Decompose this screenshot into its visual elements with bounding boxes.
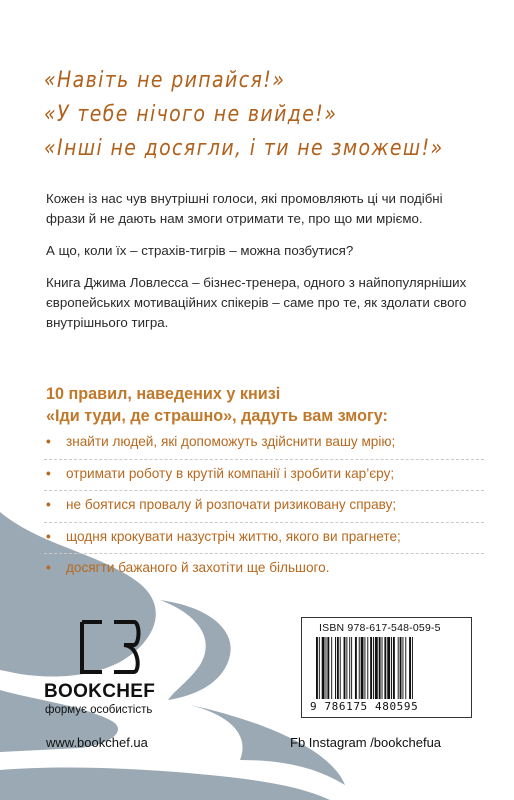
paragraph: А що, коли їх – страхів-тигрів – можна позбутися? — [46, 243, 354, 258]
barcode-bar — [359, 637, 360, 699]
barcode-bar — [361, 637, 364, 699]
list-item-text: не боятися провалу й розпочати ризиковану справу; — [66, 497, 397, 512]
barcode-bar — [340, 637, 341, 699]
bullet: • — [46, 560, 51, 575]
barcode-bar — [364, 637, 365, 699]
barcode-bar — [351, 637, 352, 699]
publisher-name: BOOKCHEF — [44, 681, 156, 702]
publisher-tagline: формує особистість — [45, 704, 153, 716]
barcode-bar — [322, 637, 325, 699]
bullet: • — [46, 528, 51, 544]
description — [46, 189, 476, 345]
barcode-digits: 9 786175 480595 — [310, 700, 419, 713]
barcode-bar — [384, 637, 386, 699]
barcode-bar — [393, 637, 395, 699]
barcode-bar — [326, 637, 327, 699]
barcode-bar — [402, 637, 403, 699]
rules-heading-line: 10 правил, наведених у книзі — [46, 385, 281, 403]
barcode-bar — [391, 637, 392, 699]
barcode-bar — [319, 637, 320, 699]
barcode-bar — [316, 637, 318, 699]
bullet: • — [46, 465, 51, 481]
paragraph: Кожен із нас чув внутрішні голоси, які промовляють ці чи подібні фрази й не дають нам змоги отримати те, про що ми мріємо. — [46, 191, 443, 226]
rules-heading-line: «Іди туди, де страшно», дадуть вам змогу: — [46, 407, 388, 425]
barcode-bar — [344, 637, 346, 699]
barcode-bar — [349, 637, 350, 699]
barcode-bar — [327, 637, 329, 699]
barcode-bar — [337, 637, 339, 699]
rules-heading — [46, 383, 486, 427]
list-item — [44, 465, 484, 492]
barcode-bar — [355, 637, 357, 699]
rules-list — [44, 433, 484, 590]
barcode — [301, 617, 472, 718]
barcode-bar — [335, 637, 336, 699]
barcode-bar — [405, 637, 406, 699]
barcode-bar — [412, 637, 413, 699]
barcode-bar — [346, 637, 347, 699]
barcode-bar — [382, 637, 383, 699]
barcode-bar — [400, 637, 402, 699]
list-item — [44, 496, 484, 523]
barcode-bar — [409, 637, 411, 699]
publisher-website: www.bookchef.ua — [46, 735, 148, 750]
list-item-text: щодня крокувати назустріч життю, якого ви прагнете; — [66, 528, 401, 544]
quote-line: «Навіть не рипайся!» — [44, 68, 286, 93]
barcode-bar — [373, 637, 374, 699]
bookchef-logo-icon — [80, 620, 142, 674]
quote-line: «У тебе нічого не вийде!» — [44, 102, 338, 127]
barcode-bars — [314, 637, 462, 699]
barcode-bar — [387, 637, 390, 699]
list-item — [44, 433, 484, 460]
barcode-bar — [331, 637, 332, 699]
list-item-text: досягти бажаного й захотіти ще більшого. — [66, 560, 330, 575]
list-item-text: отримати роботу в крутій компанії і зробити кар’єру; — [66, 465, 395, 481]
list-item — [44, 559, 484, 585]
list-item-text: знайти людей, які допоможуть здійснити вашу мрію; — [66, 434, 396, 449]
barcode-bar — [367, 637, 368, 699]
isbn-label: ISBN 978-617-548-059-5 — [319, 622, 441, 634]
quote-line: «Інші не досягли, і ти не зможеш!» — [44, 136, 444, 161]
bullet: • — [46, 434, 51, 449]
quotes-block — [44, 64, 444, 166]
barcode-bar — [398, 637, 399, 699]
barcode-bar — [375, 637, 378, 699]
publisher-social: Fb Instagram /bookchefua — [290, 735, 442, 750]
barcode-bar — [370, 637, 372, 699]
bullet: • — [46, 497, 51, 512]
stripe-3 — [0, 768, 330, 800]
paragraph: Книга Джима Ловлесса – бізнес-тренера, одного з найпопулярніших європейських мотиваційних спікерів – саме про те, як здолати свого внутрішнього тигра. — [46, 275, 467, 330]
list-item — [44, 528, 484, 555]
barcode-bar — [379, 637, 381, 699]
